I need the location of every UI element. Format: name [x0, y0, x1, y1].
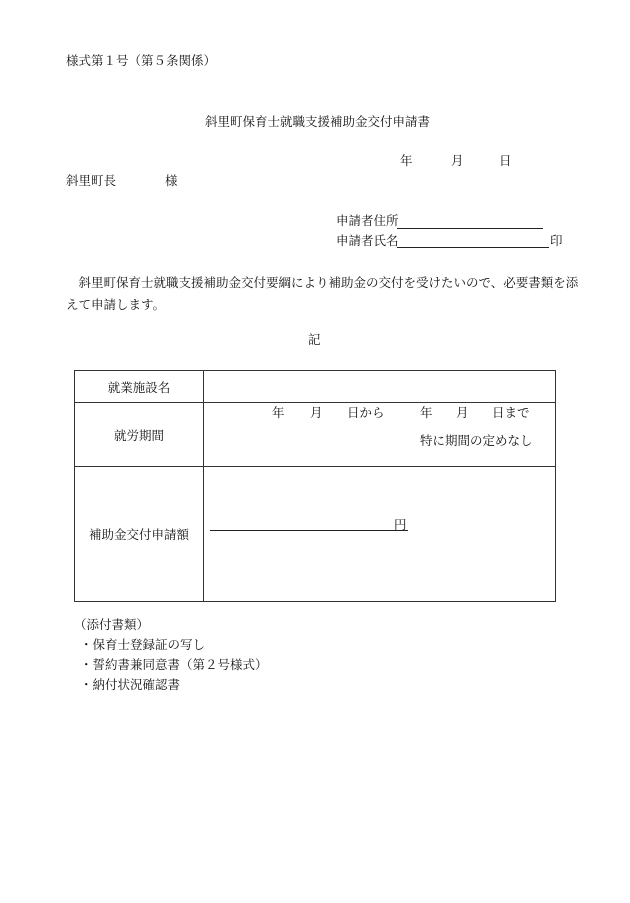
- applicant-name-label: 申請者氏名: [336, 233, 399, 248]
- amount-label: 補助金交付申請額: [75, 467, 204, 602]
- attachment-item: ・保育士登録証の写し: [80, 637, 206, 652]
- period-value: [204, 403, 556, 467]
- amount-value: [204, 467, 556, 602]
- date-day: 日: [499, 153, 512, 168]
- attachments-heading: （添付書類）: [74, 617, 150, 632]
- applicant-address-line: [397, 228, 543, 229]
- addressee-name: 斜里町長: [66, 173, 117, 188]
- addressee-honorific: 様: [165, 173, 178, 188]
- attachment-item: ・納付状況確認書: [80, 677, 181, 692]
- period-from-year: 年: [272, 405, 285, 420]
- date-month: 月: [451, 153, 464, 168]
- period-to-month: 月: [456, 405, 469, 420]
- application-table: [74, 370, 556, 602]
- amount-line: [210, 530, 408, 531]
- ki-heading: 記: [308, 332, 321, 347]
- period-from-day: 日から: [347, 405, 385, 420]
- period-to-year: 年: [420, 405, 433, 420]
- facility-label: 就業施設名: [75, 371, 204, 403]
- period-label: 就労期間: [75, 403, 204, 467]
- document-title: 斜里町保育士就職支援補助金交付申請書: [205, 114, 431, 129]
- seal-mark: 印: [550, 233, 563, 248]
- attachment-item: ・誓約書兼同意書（第２号様式）: [80, 657, 268, 672]
- applicant-name-line: [397, 247, 549, 248]
- period-to-day: 日まで: [492, 405, 530, 420]
- facility-value: [204, 371, 556, 403]
- amount-row: [75, 467, 556, 602]
- applicant-address-label: 申請者住所: [336, 213, 399, 228]
- period-none: 特に期間の定めなし: [420, 433, 533, 448]
- period-row: [75, 403, 556, 467]
- form-number: 様式第１号（第５条関係）: [66, 53, 217, 68]
- body-paragraph: 斜里町保育士就職支援補助金交付要綱により補助金の交付を受けたいので、必要書類を添えて申請します。: [66, 275, 579, 312]
- date-year: 年: [400, 153, 413, 168]
- period-from-month: 月: [310, 405, 323, 420]
- amount-unit: 円: [394, 517, 407, 532]
- facility-row: [75, 371, 556, 403]
